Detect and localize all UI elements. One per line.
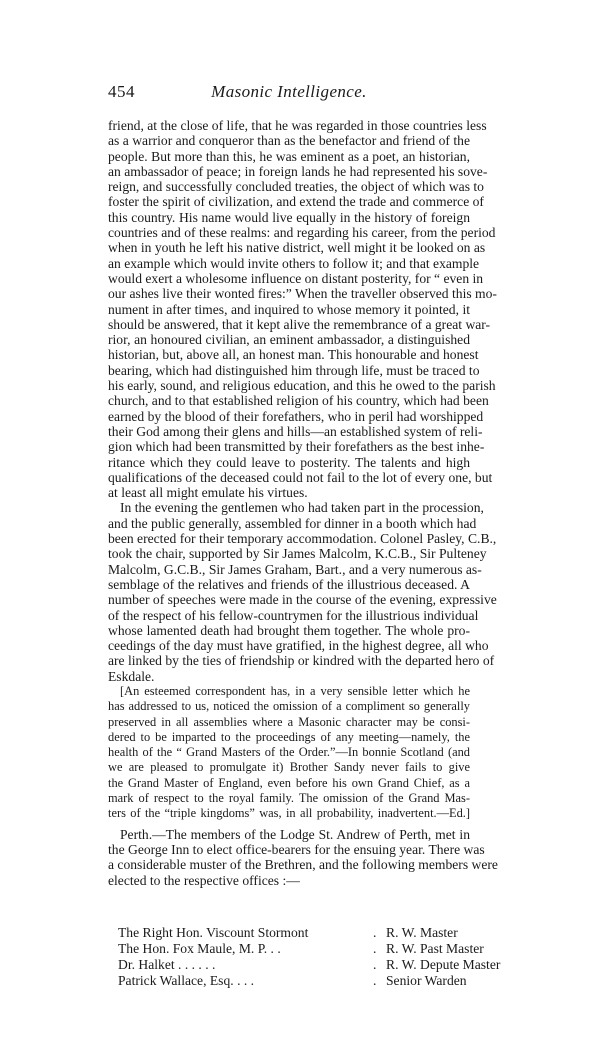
text-line: foster the spirit of civilization, and extend the trade and commerce of [108,194,484,210]
text-line: gion which had been transmitted by their forefathers as the best inhe- [108,439,485,455]
text-line: dered to be imparted to the proceedings of any meeting—namely, the [108,729,470,744]
office-bearers-list [118,925,501,989]
text-line: qualifications of the deceased could not fail to the lot of every one, but [108,469,493,485]
text-line: earned by the blood of their forefathers, who in peril had worshipped [108,408,484,424]
text-line: took the chair, supported by Sir James Malcolm, K.C.B., Sir Pulteney [108,546,487,562]
text-line: [An esteemed correspondent has, in a very sensible letter which he [120,683,470,698]
page-header [108,82,470,104]
text-line: this country. His name would live equally in the history of foreign [108,209,470,225]
office-separator: . [373,973,377,988]
text-line: preserved in all assemblies where a Masonic character may be consi- [108,714,470,729]
text-line: historian, but, above all, an honest man. This honourable and honest [108,347,479,363]
text-line: nument in after times, and inquired to whose memory it pointed, it [108,301,470,317]
office-title: R. W. Past Master [386,941,484,956]
paragraph-evening-dinner [108,500,497,684]
body-text [108,118,498,888]
text-line: and the public generally, assembled for dinner in a booth which had [108,515,477,531]
office-bearer-name: Dr. Halket . . . . . . [118,957,216,972]
office-bearer-name: The Right Hon. Viscount Stormont [118,925,309,940]
text-line: his early, sound, and religious education, and this he owed to the parish [108,378,496,394]
text-line: been erected for their temporary accommodation. Colonel Pasley, C.B., [108,531,497,547]
text-line: would exert a wholesome influence on distant posterity, for “ even in [108,270,484,286]
text-line: ceedings of the day must have gratified, in the highest degree, all who [108,638,489,654]
text-line: bearing, which had distinguished him through life, must be traced to [108,362,480,378]
text-line: we are pleased to promulgate it) Brother Sandy never fails to give [108,760,470,775]
office-bearer-name: Patrick Wallace, Esq. . . . [118,973,255,988]
text-line: of the respect of his fellow-countrymen for the illustrious individual [108,607,479,623]
text-line: the George Inn to elect office-bearers for the ensuing year. There was [108,841,485,857]
office-separator: . [373,925,377,940]
text-line: Perth.—The members of the Lodge St. Andrew of Perth, met in [120,826,470,842]
office-separator: . [373,941,377,956]
office-bearer-row [118,925,470,941]
text-line: ritance which they could leave to posterity. The talents and high [108,454,470,470]
text-line: friend, at the close of life, that he was regarded in those countries less [108,118,487,133]
text-line: church, and to that established religion of his country, which had been [108,393,489,409]
text-line: reign, and successfully concluded treaties, the object of which was to [108,179,484,195]
text-line: Malcolm, G.C.B., Sir James Graham, Bart., and a very numerous as- [108,561,482,577]
text-line: our ashes live their wonted fires:” When the traveller observed this mo- [108,286,497,302]
text-line: ters of the “triple kingdoms” was, in all probability, inadvertent.—Ed.] [108,806,470,821]
text-line: a considerable muster of the Brethren, and the following members were [108,857,498,873]
text-line: In the evening the gentlemen who had taken part in the procession, [120,500,484,516]
text-line: whose lamented death had brought them together. The whole pro- [108,622,470,638]
office-bearer-row [118,957,501,973]
text-line: at least all might emulate his virtues. [108,485,308,501]
page-number: 454 [108,82,135,101]
text-line: people. But more than this, he was eminent as a poet, an historian, [108,148,470,164]
text-line: countries and of these realms: and regarding his career, from the period [108,225,496,241]
text-line: semblage of the relatives and friends of the illustrious deceased. A [108,576,470,592]
text-line: are linked by the ties of friendship or kindred with the departed hero of [108,653,495,669]
text-line: the Grand Master of England, even before his own Grand Chief, as a [108,775,470,790]
text-line: elected to the respective offices :— [108,872,300,888]
text-line: rior, an honoured civilian, an eminent ambassador, a distinguished [108,332,470,348]
text-line: when in youth he left his native district, well might it be looked on as [108,240,486,256]
office-separator: . [373,957,377,972]
text-line: mark of respect to the royal family. The omission of the Grand Mas- [108,791,470,806]
text-line: an example which would invite others to follow it; and that example [108,255,480,271]
paragraph-funeral-oration [108,118,497,501]
office-bearer-name: The Hon. Fox Maule, M. P. . . [118,941,281,956]
editor-note [108,684,470,822]
running-title: Masonic Intelligence. [211,82,367,101]
text-line: has addressed to us, noticed the omission of a compliment so generally [108,699,470,714]
office-title: Senior Warden [386,973,467,988]
office-title: R. W. Master [386,925,458,940]
text-line: their God among their glens and hills—an established system of reli- [108,423,483,439]
text-line: Eskdale. [108,668,155,684]
office-bearer-row [118,941,484,957]
text-line: should be answered, that it kept alive the remembrance of a great war- [108,316,491,332]
text-line: as a warrior and conqueror than as the benefactor and friend of the [108,133,470,149]
office-title: R. W. Depute Master [386,957,501,972]
text-line: number of speeches were made in the course of the evening, expressive [108,592,497,608]
office-bearer-row [118,973,470,989]
paragraph-perth [108,826,498,888]
text-line: an ambassador of peace; in foreign lands he had represented his sove- [108,163,488,179]
text-line: health of the “ Grand Masters of the Order.”—In bonnie Scotland (and [108,745,470,760]
